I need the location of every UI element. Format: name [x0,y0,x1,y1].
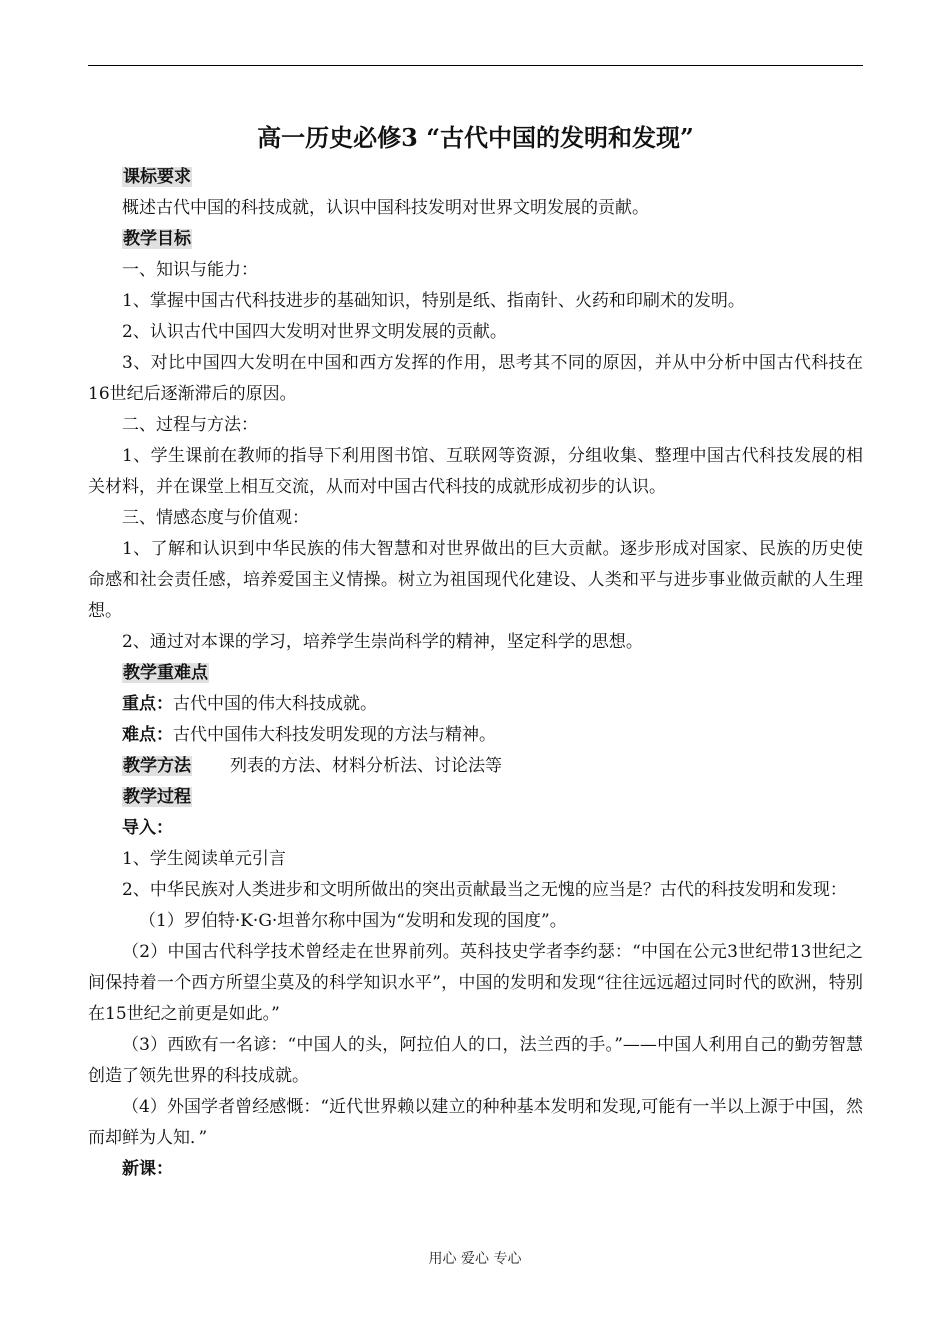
objective-item: 2、认识古代中国四大发明对世界文明发展的贡献。 [122,322,507,342]
objective-item: 1、学生课前在教师的指导下利用图书馆、互联网等资源，分组收集、整理中国古代科技发展的相关材料，并在课堂上相互交流，从而对中国古代科技的成就形成初步的认识。 [88,446,863,497]
objective-item: 3、对比中国四大发明在中国和西方发挥的作用，思考其不同的原因，并从中分析中国古代科技在16世纪后逐渐滞后的原因。 [88,353,863,404]
document-body [88,118,863,1185]
objective-item: 1、掌握中国古代科技进步的基础知识，特别是纸、指南针、火药和印刷术的发明。 [122,291,745,311]
objective-subheading: 二、过程与方法： [122,415,258,435]
method-text: 列表的方法、材料分析法、讨论法等 [230,756,502,776]
intro-item: 2、中华民族对人类进步和文明所做出的突出贡献最当之无愧的应当是？古代的科技发明和发现： [122,880,847,900]
quote-item: （2）中国古代科学技术曾经走在世界前列。英科技史学者李约瑟：“中国在公元3世纪带13世纪之间保持着一个西方所望尘莫及的科学知识水平”，中国的发明和发现“往往远远超过同时代的欧洲，特别在15世纪之前更是如此。” [88,942,863,1024]
quote-item: （4）外国学者曾经感慨：“近代世界赖以建立的种种基本发明和发现,可能有一半以上源于中国，然而却鲜为人知．” [88,1097,863,1148]
intro-item: 1、学生阅读单元引言 [122,849,286,869]
section-heading-curriculum: 课标要求 [123,167,191,187]
key-point: 重点：古代中国的伟大科技成就。 [122,694,377,714]
objective-subheading: 三、情感态度与价值观： [122,508,309,528]
objective-subheading: 一、知识与能力： [122,260,258,280]
section-heading-keypoints: 教学重难点 [123,663,208,683]
curriculum-text: 概述古代中国的科技成就，认识中国科技发明对世界文明发展的贡献。 [122,198,649,218]
section-heading-objectives: 教学目标 [123,229,191,249]
objective-item: 2、通过对本课的学习，培养学生崇尚科学的精神，坚定科学的思想。 [122,632,643,652]
quote-item: （3）西欧有一名谚：“中国人的头，阿拉伯人的口，法兰西的手。”——中国人利用自己的勤劳智慧创造了领先世界的科技成就。 [88,1035,863,1086]
page-title: 高一历史必修3 “古代中国的发明和发现” [257,123,694,152]
new-lesson-label: 新课： [122,1159,173,1179]
section-heading-process: 教学过程 [123,787,191,807]
difficult-point: 难点：古代中国伟大科技发明发现的方法与精神。 [122,725,496,745]
objective-item: 1、了解和认识到中华民族的伟大智慧和对世界做出的巨大贡献。逐步形成对国家、民族的历史使命感和社会责任感，培养爱国主义情操。树立为祖国现代化建设、人类和平与进步事业做贡献的人生理想。 [88,539,863,621]
page-footer: 用心 爱心 专心 [428,1251,522,1267]
intro-label: 导入： [122,818,173,838]
quote-item: （1）罗伯特·K·G·坦普尔称中国为“发明和发现的国度”。 [139,911,567,931]
header-rule [88,65,863,66]
section-heading-method: 教学方法 列表的方法、材料分析法、讨论法等 [123,756,502,776]
